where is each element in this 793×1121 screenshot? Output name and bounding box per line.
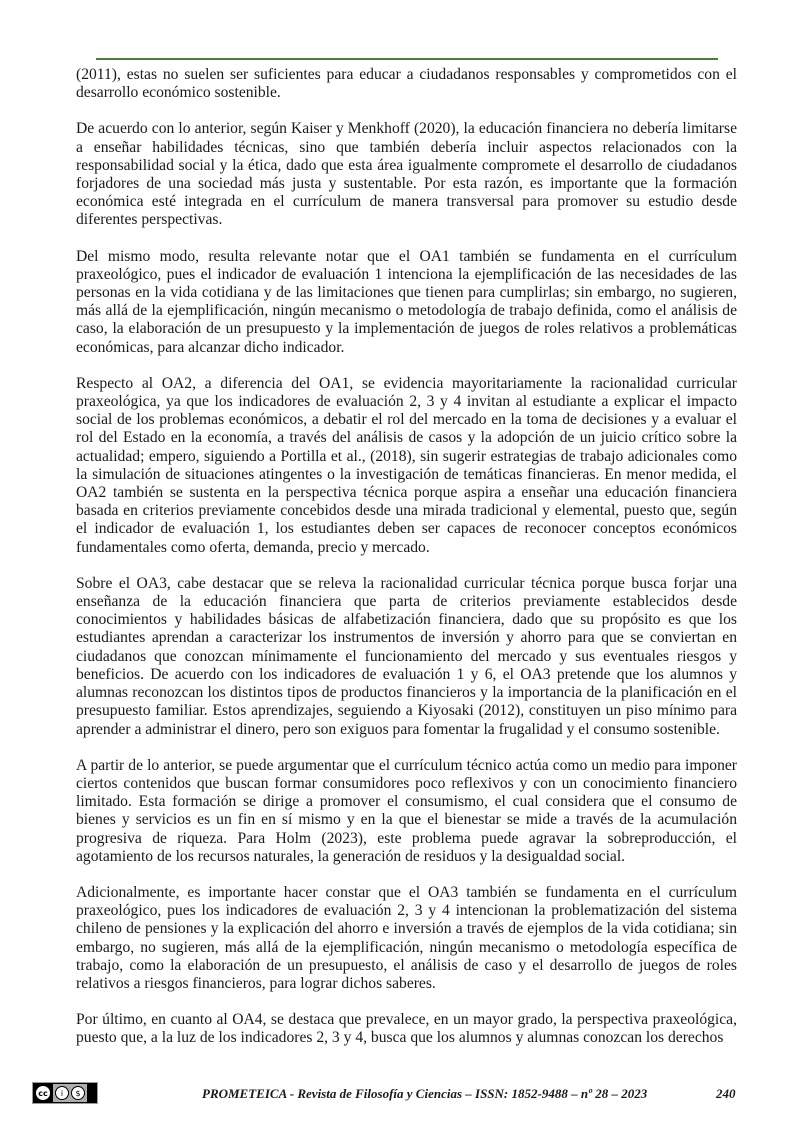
page-footer xyxy=(30,1080,740,1110)
paragraph-8: Por último, en cuanto al OA4, se destaca que prevalece, en un mayor grado, la perspectiva praxeológica, puesto que, a la luz de los indicadores 2, 3 y 4, busca que los alumnos y alumnas conozcan los derechos xyxy=(76,1011,737,1047)
paragraph-5: Sobre el OA3, cabe destacar que se releva la racionalidad curricular técnica porque busca forjar una enseñanza de la educación financiera que parta de criterios previamente establecidos desde conocimientos y habilidades básicas de alfabetización financiera, dado que su propósito es que los estudiantes aprendan a caracterizar los instrumentos de inversión y ahorro para que se conviertan en ciudadanos que conozcan mínimamente el funcionamiento del mercado y sus eventuales riesgos y beneficios. De acuerdo con los indicadores de evaluación 1 y 6, el OA3 pretende que los alumnos y alumnas reconozcan los distintos tipos de productos financieros y la importancia de la planificación en el presupuesto familiar. Estos aprendizajes, seguiendo a Kiyosaki (2012), constituyen un piso mínimo para aprender a administrar el dinero, pero son exiguos para fomentar la frugalidad y el consumo sostenible. xyxy=(76,574,737,738)
paragraph-6: A partir de lo anterior, se puede argumentar que el currículum técnico actúa como un medio para imponer ciertos contenidos que buscan formar consumidores poco reflexivos y con un conocimiento financiero limitado. Esta formación se dirige a promover el consumismo, el cual considera que el consumo de bienes y servicios es un fin en sí mismo y en la que el bienestar se mide a través de la acumulación progresiva de riqueza. Para Holm (2023), este problema puede agravar la sobreproducción, el agotamiento de los recursos naturales, la generación de residuos y la desigualdad social. xyxy=(76,756,737,865)
page-number: 240 xyxy=(716,1086,736,1101)
paragraph-3: Del mismo modo, resulta relevante notar que el OA1 también se fundamenta en el currículum praxeológico, pues el indicador de evaluación 1 intenciona la ejemplificación de las necesidades de las personas en la vida cotidiana y de las limitaciones que tienen para cumplirlas; sin embargo, no sugieren, más allá de la ejemplificación, ningún mecanismo o metodología de trabajo definida, como el análisis de caso, la elaboración de un presupuesto y la implementación de juegos de roles relativos a problemáticas económicas, para alcanzar dicho indicador. xyxy=(76,247,737,356)
non-commercial-icon: $ xyxy=(71,1086,85,1100)
header-rule xyxy=(96,58,718,60)
journal-citation: PROMETEICA - Revista de Filosofía y Ciencias – ISSN: 1852-9488 – nº 28 – 2023 xyxy=(202,1086,648,1101)
paragraph-7: Adicionalmente, es importante hacer constar que el OA3 también se fundamenta en el currículum praxeológico, pues los indicadores de evaluación 2, 3 y 4 intencionan la problematización del sistema chileno de pensiones y la explicación del ahorro e inversión a través de ejemplos de la vida cotidiana; sin embargo, no sugieren, más allá de la ejemplificación, ningún mecanismo o metodología específica de trabajo, como la elaboración de un presupuesto, el análisis de caso y el desarrollo de juegos de roles relativos a riesgos financieros, para lograr dichos saberes. xyxy=(76,883,737,992)
attribution-icon: i xyxy=(55,1086,69,1100)
license-terms-strip xyxy=(53,1084,87,1102)
article-body xyxy=(76,66,737,1066)
paragraph-2: De acuerdo con lo anterior, según Kaiser y Menkhoff (2020), la educación financiera no debería limitarse a enseñar habilidades técnicas, sino que también debería incluir aspectos relacionados con la responsabilidad social y la ética, dado que esta área igualmente compromete el desarrollo de ciudadanos forjadores de una sociedad más justa y sustentable. Por esta razón, es importante que la formación económica esté integrada en el currículum de manera transversal para promover su estudio desde diferentes perspectivas. xyxy=(76,120,737,229)
creative-commons-license-badge[interactable] xyxy=(32,1082,98,1104)
cc-icon: cc xyxy=(35,1085,51,1101)
paragraph-4: Respecto al OA2, a diferencia del OA1, se evidencia mayoritariamente la racionalidad curricular praxeológica, ya que los indicadores de evaluación 2, 3 y 4 invitan al estudiante a explicar el impacto social de los problemas económicos, a debatir el rol del mercado en la toma de decisiones y a evaluar el rol del Estado en la economía, a través del análisis de casos y la adopción de un juicio crítico sobre la actualidad; empero, siguiendo a Portilla et al., (2018), sin sugerir estrategias de trabajo adicionales como la simulación de situaciones atingentes o la investigación de temáticas financieras. En menor medida, el OA2 también se sustenta en la perspectiva técnica porque aspira a enseñar una educación financiera basada en criterios previamente concebidos desde una mirada tradicional y elemental, puesto que, según el indicador de evaluación 1, los estudiantes deben ser capaces de reconocer conceptos económicos fundamentales como oferta, demanda, precio y mercado. xyxy=(76,374,737,556)
paragraph-1: (2011), estas no suelen ser suficientes para educar a ciudadanos responsables y comprometidos con el desarrollo económico sostenible. xyxy=(76,66,737,102)
